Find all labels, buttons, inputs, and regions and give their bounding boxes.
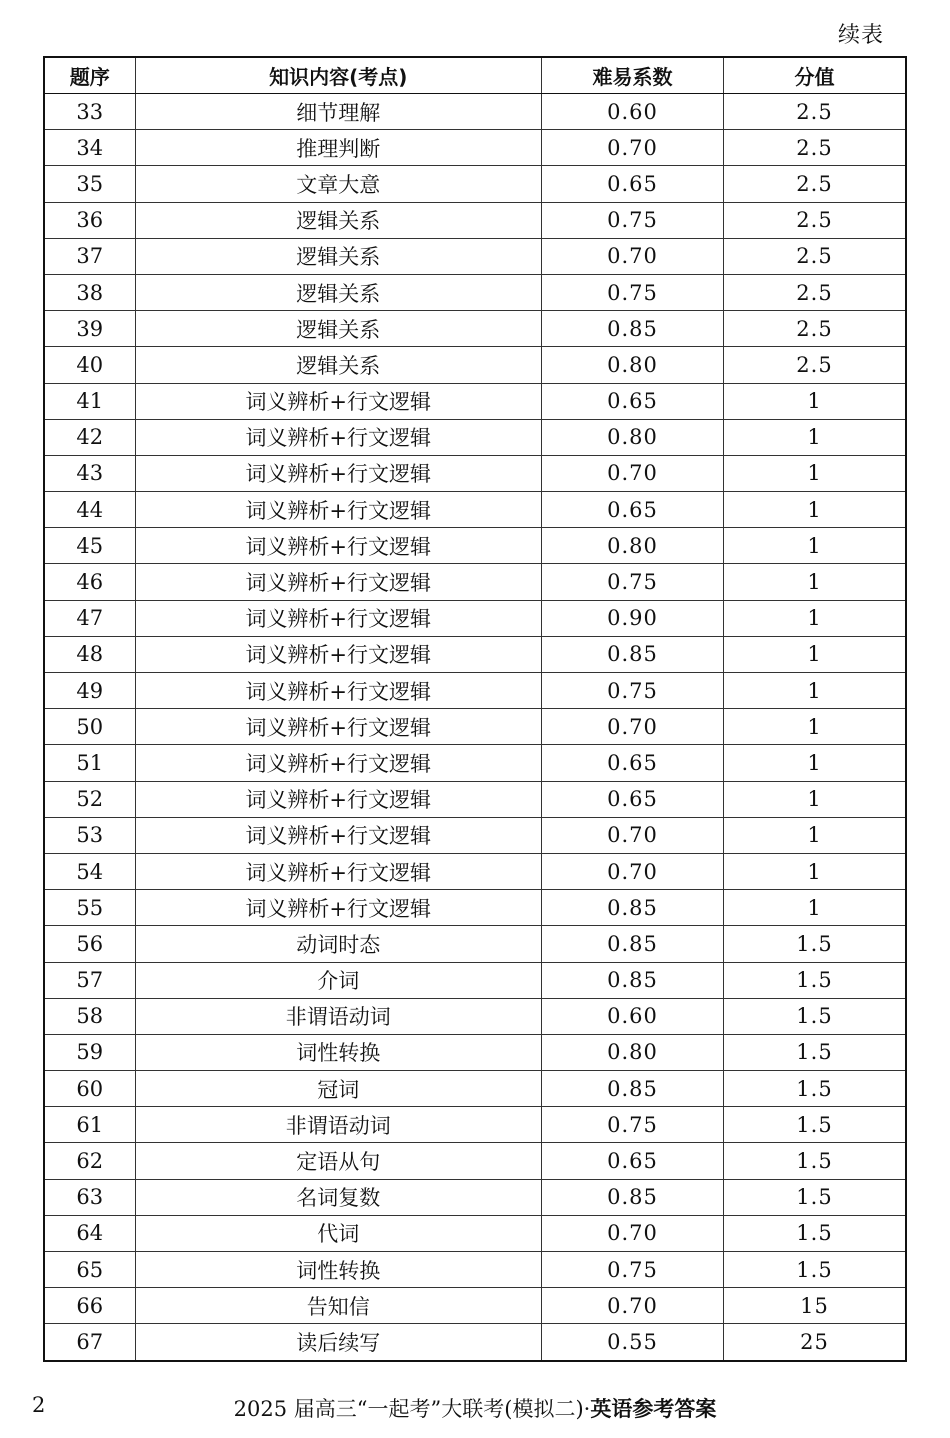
cell-score: 1 xyxy=(724,890,907,926)
cell-score: 1 xyxy=(724,528,907,564)
cell-number: 43 xyxy=(44,455,135,491)
cell-score: 2.5 xyxy=(724,311,907,347)
table-header-row xyxy=(44,57,906,94)
cell-score: 1.5 xyxy=(724,962,907,998)
cell-content: 文章大意 xyxy=(135,166,541,202)
table-row xyxy=(44,238,906,274)
cell-number: 52 xyxy=(44,781,135,817)
table-body xyxy=(44,94,906,1361)
cell-difficulty: 0.65 xyxy=(541,781,723,817)
cell-number: 58 xyxy=(44,998,135,1034)
table-row xyxy=(44,926,906,962)
cell-score: 25 xyxy=(724,1324,907,1361)
cell-content: 词义辨析+行文逻辑 xyxy=(135,817,541,853)
cell-score: 1.5 xyxy=(724,1179,907,1215)
cell-difficulty: 0.65 xyxy=(541,383,723,419)
cell-content: 介词 xyxy=(135,962,541,998)
cell-score: 1.5 xyxy=(724,1252,907,1288)
cell-score: 1 xyxy=(724,564,907,600)
cell-difficulty: 0.55 xyxy=(541,1324,723,1361)
cell-difficulty: 0.65 xyxy=(541,1143,723,1179)
table-row xyxy=(44,383,906,419)
cell-number: 41 xyxy=(44,383,135,419)
cell-number: 64 xyxy=(44,1215,135,1251)
table-row xyxy=(44,130,906,166)
cell-score: 2.5 xyxy=(724,347,907,383)
cell-content: 逻辑关系 xyxy=(135,311,541,347)
cell-difficulty: 0.85 xyxy=(541,926,723,962)
cell-content: 读后续写 xyxy=(135,1324,541,1361)
cell-number: 53 xyxy=(44,817,135,853)
cell-difficulty: 0.85 xyxy=(541,962,723,998)
cell-difficulty: 0.75 xyxy=(541,564,723,600)
cell-difficulty: 0.75 xyxy=(541,1252,723,1288)
table-row xyxy=(44,853,906,889)
cell-difficulty: 0.85 xyxy=(541,636,723,672)
cell-content: 逻辑关系 xyxy=(135,238,541,274)
cell-difficulty: 0.70 xyxy=(541,130,723,166)
table-row xyxy=(44,636,906,672)
cell-content: 细节理解 xyxy=(135,94,541,130)
cell-score: 1.5 xyxy=(724,998,907,1034)
table-row xyxy=(44,311,906,347)
table-row xyxy=(44,528,906,564)
cell-content: 逻辑关系 xyxy=(135,347,541,383)
cell-number: 57 xyxy=(44,962,135,998)
cell-difficulty: 0.60 xyxy=(541,998,723,1034)
cell-content: 逻辑关系 xyxy=(135,274,541,310)
footer-title xyxy=(0,1393,950,1423)
cell-number: 62 xyxy=(44,1143,135,1179)
cell-content: 词义辨析+行文逻辑 xyxy=(135,853,541,889)
cell-content: 词义辨析+行文逻辑 xyxy=(135,383,541,419)
table-row xyxy=(44,1071,906,1107)
cell-score: 2.5 xyxy=(724,166,907,202)
cell-content: 定语从句 xyxy=(135,1143,541,1179)
cell-difficulty: 0.85 xyxy=(541,311,723,347)
cell-number: 46 xyxy=(44,564,135,600)
cell-difficulty: 0.85 xyxy=(541,1071,723,1107)
cell-score: 1 xyxy=(724,817,907,853)
cell-number: 56 xyxy=(44,926,135,962)
table-row xyxy=(44,1034,906,1070)
cell-score: 15 xyxy=(724,1288,907,1324)
cell-score: 1 xyxy=(724,745,907,781)
cell-content: 词义辨析+行文逻辑 xyxy=(135,528,541,564)
answer-analysis-table xyxy=(43,56,907,1362)
table-row xyxy=(44,492,906,528)
cell-difficulty: 0.70 xyxy=(541,853,723,889)
table-row xyxy=(44,1252,906,1288)
cell-difficulty: 0.85 xyxy=(541,890,723,926)
cell-difficulty: 0.85 xyxy=(541,1179,723,1215)
cell-score: 1 xyxy=(724,636,907,672)
cell-score: 1 xyxy=(724,492,907,528)
cell-number: 54 xyxy=(44,853,135,889)
cell-score: 2.5 xyxy=(724,94,907,130)
cell-difficulty: 0.70 xyxy=(541,1215,723,1251)
cell-difficulty: 0.65 xyxy=(541,166,723,202)
cell-content: 推理判断 xyxy=(135,130,541,166)
column-header-difficulty: 难易系数 xyxy=(541,57,723,94)
column-header-content: 知识内容(考点) xyxy=(135,57,541,94)
table-row xyxy=(44,709,906,745)
cell-content: 词义辨析+行文逻辑 xyxy=(135,890,541,926)
table-row xyxy=(44,455,906,491)
cell-difficulty: 0.65 xyxy=(541,492,723,528)
continued-label: 续表 xyxy=(837,23,884,48)
cell-score: 1 xyxy=(724,781,907,817)
cell-number: 59 xyxy=(44,1034,135,1070)
cell-content: 词义辨析+行文逻辑 xyxy=(135,781,541,817)
cell-number: 37 xyxy=(44,238,135,274)
cell-score: 1.5 xyxy=(724,1071,907,1107)
table-row xyxy=(44,347,906,383)
cell-content: 逻辑关系 xyxy=(135,202,541,238)
cell-number: 61 xyxy=(44,1107,135,1143)
table-row xyxy=(44,1179,906,1215)
cell-score: 2.5 xyxy=(724,202,907,238)
cell-number: 47 xyxy=(44,600,135,636)
cell-score: 1.5 xyxy=(724,1107,907,1143)
cell-score: 1 xyxy=(724,419,907,455)
table-row xyxy=(44,600,906,636)
table-row xyxy=(44,962,906,998)
cell-content: 词义辨析+行文逻辑 xyxy=(135,673,541,709)
cell-content: 词义辨析+行文逻辑 xyxy=(135,709,541,745)
cell-difficulty: 0.80 xyxy=(541,347,723,383)
cell-content: 代词 xyxy=(135,1215,541,1251)
cell-number: 55 xyxy=(44,890,135,926)
cell-number: 36 xyxy=(44,202,135,238)
cell-content: 告知信 xyxy=(135,1288,541,1324)
table-row xyxy=(44,166,906,202)
cell-difficulty: 0.75 xyxy=(541,673,723,709)
table-row xyxy=(44,998,906,1034)
cell-number: 60 xyxy=(44,1071,135,1107)
cell-number: 38 xyxy=(44,274,135,310)
table-row xyxy=(44,564,906,600)
cell-score: 1.5 xyxy=(724,1034,907,1070)
cell-content: 词义辨析+行文逻辑 xyxy=(135,492,541,528)
table-row xyxy=(44,1107,906,1143)
cell-content: 词性转换 xyxy=(135,1252,541,1288)
table-row xyxy=(44,1215,906,1251)
cell-number: 39 xyxy=(44,311,135,347)
cell-number: 50 xyxy=(44,709,135,745)
cell-difficulty: 0.70 xyxy=(541,455,723,491)
cell-difficulty: 0.75 xyxy=(541,1107,723,1143)
cell-number: 49 xyxy=(44,673,135,709)
cell-score: 1 xyxy=(724,455,907,491)
cell-number: 63 xyxy=(44,1179,135,1215)
cell-content: 动词时态 xyxy=(135,926,541,962)
cell-score: 1 xyxy=(724,600,907,636)
table-row xyxy=(44,1288,906,1324)
cell-content: 非谓语动词 xyxy=(135,998,541,1034)
cell-content: 词义辨析+行文逻辑 xyxy=(135,564,541,600)
cell-number: 34 xyxy=(44,130,135,166)
cell-score: 1 xyxy=(724,709,907,745)
cell-difficulty: 0.60 xyxy=(541,94,723,130)
cell-content: 名词复数 xyxy=(135,1179,541,1215)
cell-difficulty: 0.70 xyxy=(541,709,723,745)
table-row xyxy=(44,274,906,310)
cell-number: 65 xyxy=(44,1252,135,1288)
cell-score: 2.5 xyxy=(724,130,907,166)
cell-difficulty: 0.80 xyxy=(541,528,723,564)
cell-difficulty: 0.65 xyxy=(541,745,723,781)
cell-number: 42 xyxy=(44,419,135,455)
cell-content: 冠词 xyxy=(135,1071,541,1107)
table-row xyxy=(44,745,906,781)
table-row xyxy=(44,94,906,130)
cell-content: 词义辨析+行文逻辑 xyxy=(135,419,541,455)
cell-difficulty: 0.75 xyxy=(541,274,723,310)
cell-content: 非谓语动词 xyxy=(135,1107,541,1143)
table-row xyxy=(44,890,906,926)
cell-number: 45 xyxy=(44,528,135,564)
cell-number: 51 xyxy=(44,745,135,781)
cell-number: 67 xyxy=(44,1324,135,1361)
cell-score: 1.5 xyxy=(724,1215,907,1251)
cell-number: 66 xyxy=(44,1288,135,1324)
cell-content: 词义辨析+行文逻辑 xyxy=(135,636,541,672)
cell-score: 1.5 xyxy=(724,926,907,962)
table-row xyxy=(44,202,906,238)
table-row xyxy=(44,1324,906,1361)
cell-score: 1.5 xyxy=(724,1143,907,1179)
footer-title-subject: 英语参考答案 xyxy=(590,1397,717,1421)
cell-difficulty: 0.80 xyxy=(541,419,723,455)
cell-difficulty: 0.75 xyxy=(541,202,723,238)
cell-score: 1 xyxy=(724,853,907,889)
cell-content: 词义辨析+行文逻辑 xyxy=(135,600,541,636)
footer-title-main: 2025 届高三“一起考”大联考(模拟二)· xyxy=(233,1397,591,1421)
cell-number: 40 xyxy=(44,347,135,383)
table-row xyxy=(44,781,906,817)
cell-difficulty: 0.70 xyxy=(541,238,723,274)
cell-score: 2.5 xyxy=(724,238,907,274)
cell-difficulty: 0.70 xyxy=(541,1288,723,1324)
column-header-number: 题序 xyxy=(44,57,135,94)
cell-content: 词性转换 xyxy=(135,1034,541,1070)
cell-score: 1 xyxy=(724,673,907,709)
page-number: 2 xyxy=(32,1393,46,1417)
cell-difficulty: 0.80 xyxy=(541,1034,723,1070)
cell-content: 词义辨析+行文逻辑 xyxy=(135,745,541,781)
table-row xyxy=(44,817,906,853)
column-header-score: 分值 xyxy=(724,57,907,94)
cell-score: 1 xyxy=(724,383,907,419)
cell-difficulty: 0.70 xyxy=(541,817,723,853)
cell-number: 33 xyxy=(44,94,135,130)
table-row xyxy=(44,1143,906,1179)
table-row xyxy=(44,673,906,709)
cell-difficulty: 0.90 xyxy=(541,600,723,636)
cell-number: 35 xyxy=(44,166,135,202)
table-row xyxy=(44,419,906,455)
cell-score: 2.5 xyxy=(724,274,907,310)
cell-number: 48 xyxy=(44,636,135,672)
cell-content: 词义辨析+行文逻辑 xyxy=(135,455,541,491)
cell-number: 44 xyxy=(44,492,135,528)
